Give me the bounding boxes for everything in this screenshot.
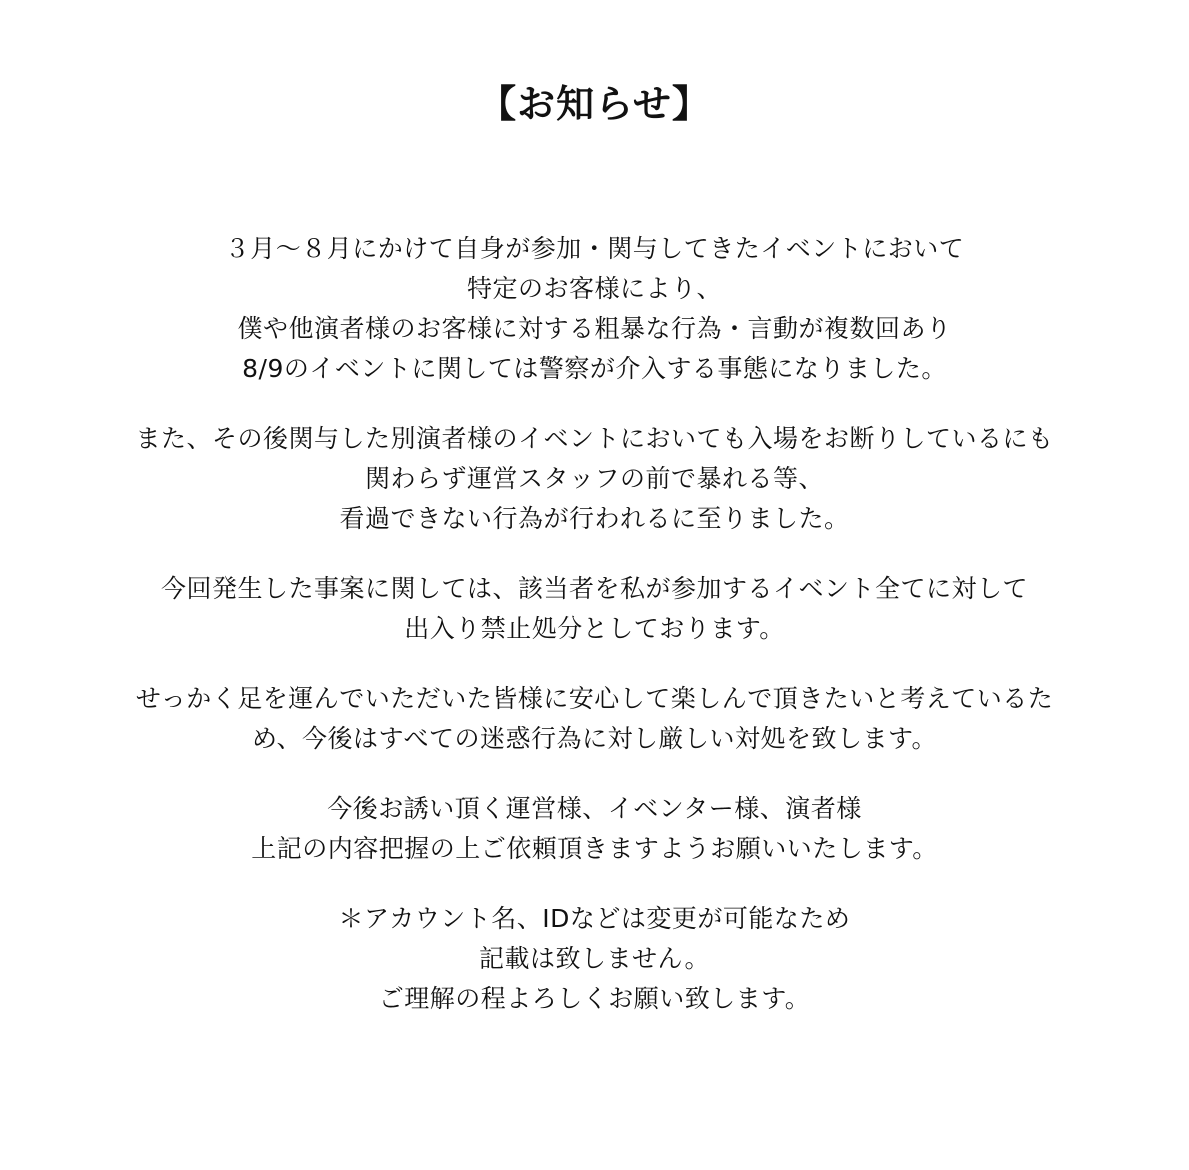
text-line: 看過できない行為が行われるに至りました。: [339, 504, 850, 533]
paragraph-ban: [0, 569, 1189, 649]
text-line: 関わらず運営スタッフの前で暴れる等、: [364, 464, 824, 493]
notice-title: 【お知らせ】: [478, 82, 711, 126]
text-line: 8/9のイベントに関しては警察が介入する事態になりました。: [242, 354, 947, 383]
text-line: め、今後はすべての迷惑行為に対し厳しい対処を致します。: [251, 724, 937, 753]
text-line: 出入り禁止処分としております。: [404, 614, 785, 643]
text-line: 僕や他演者様のお客様に対する粗暴な行為・言動が複数回あり: [237, 314, 952, 343]
text-line: 上記の内容把握の上ご依頼頂きますようお願いいたします。: [251, 834, 938, 863]
paragraph-request: [0, 789, 1189, 869]
text-line: ＊アカウント名、IDなどは変更が可能なため: [338, 904, 851, 933]
text-line: 特定のお客様により、: [466, 274, 722, 303]
text-line: ご理解の程よろしくお願い致します。: [378, 984, 811, 1013]
paragraph-incidents: [0, 229, 1189, 389]
text-line: ３月〜８月にかけて自身が参加・関与してきたイベントにおいて: [224, 234, 965, 263]
text-line: また、その後関与した別演者様のイベントにおいても入場をお断りしているにも: [135, 424, 1054, 453]
paragraph-footnote: [0, 899, 1189, 1019]
notice-body: [0, 229, 1189, 1049]
paragraph-further-incident: [0, 419, 1189, 539]
text-line: せっかく足を運んでいただいた皆様に安心して楽しんで頂きたいと考えているた: [135, 684, 1054, 713]
text-line: 今回発生した事案に関しては、該当者を私が参加するイベント全てに対して: [160, 574, 1028, 603]
paragraph-policy: [0, 679, 1189, 759]
text-line: 記載は致しません。: [478, 944, 710, 973]
text-line: 今後お誘い頂く運営様、イベンター様、演者様: [327, 794, 862, 823]
